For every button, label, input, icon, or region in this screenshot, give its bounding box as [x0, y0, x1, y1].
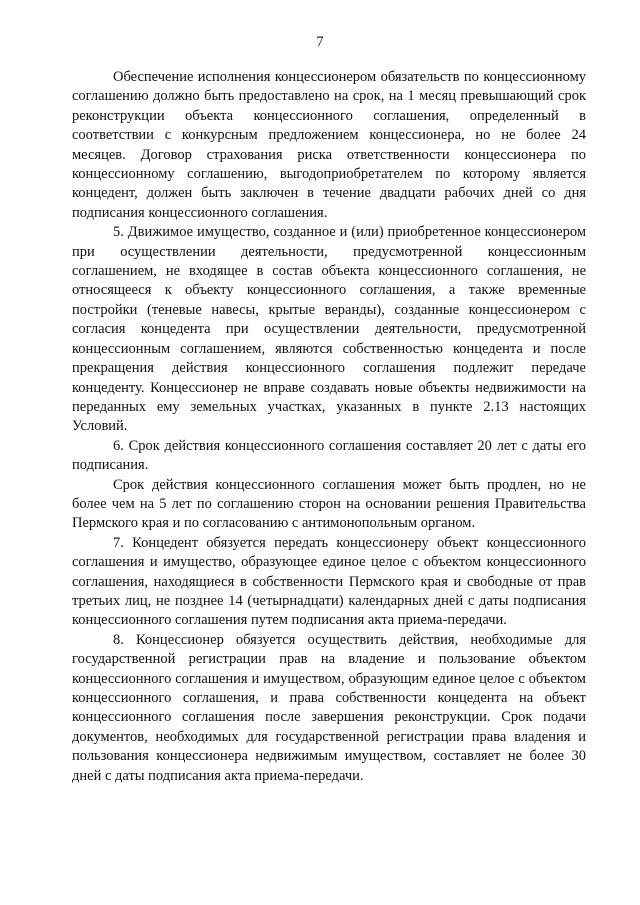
paragraph-8-registration: 8. Концессионер обязуется осуществить действия, необходимые для государственной регистрации прав на владение и пользование объектом концессионного соглашения и имуществом, образующим единое целое с объектом концессионного соглашения, и права собственности концедента на объект концессионного соглашения после завершения реконструкции. Срок подачи документов, необходимых для государственной регистрации права владения и пользования концессионера недвижимым имуществом, составляет не более 30 дней с даты подписания акта приема-передачи.	[72, 631, 586, 784]
paragraph-7-transfer: 7. Концедент обязуется передать концессионеру объект концессионного соглашения и имущество, образующее единое целое с объектом концессионного соглашения, находящиеся в собственности Пермского края и свободные от прав третьих лиц, не позднее 14 (четырнадцати) календарных дней с даты подписания концессионного соглашения путем подписания акта приема-передачи.	[72, 534, 586, 629]
paragraph-security-obligations: Обеспечение исполнения концессионером обязательств по концессионному соглашению должно быть предоставлено на срок, на 1 месяц превышающий срок реконструкции объекта концессионного соглашения, определенный в соответствии с конкурсным предложением концессионера, но не более 24 месяцев. Договор страхования риска ответственности концессионера по концессионному соглашению, выгодоприобретателем по которому является концедент, должен быть заключен в течение двадцати рабочих дней со дня подписания концессионного соглашения.	[72, 69, 586, 221]
page-number: 7	[316, 34, 324, 50]
document-body	[72, 68, 586, 786]
paragraph-term-extension: Срок действия концессионного соглашения может быть продлен, но не более чем на 5 лет по соглашению сторон на основании решения Правительства Пермского края и по согласованию с антимонопольным органом.	[72, 476, 586, 532]
paragraph-5-movable-property: 5. Движимое имущество, созданное и (или) приобретенное концессионером при осуществлении деятельности, предусмотренной концессионным соглашением, не входящее в состав объекта концессионного соглашения, не относящееся к объекту концессионного соглашения, а также временные постройки (теневые навесы, крытые веранды), созданные концессионером с согласия концедента при осуществлении деятельности, предусмотренной концессионным соглашением, являются собственностью концедента и после прекращения действия концессионного соглашения подлежит передаче концеденту. Концессионер не вправе создавать новые объекты недвижимости на переданных ему земельных участках, указанных в пункте 2.13 настоящих Условий.	[72, 224, 586, 435]
paragraph-6-term: 6. Срок действия концессионного соглашения составляет 20 лет с даты его подписания.	[72, 437, 586, 474]
